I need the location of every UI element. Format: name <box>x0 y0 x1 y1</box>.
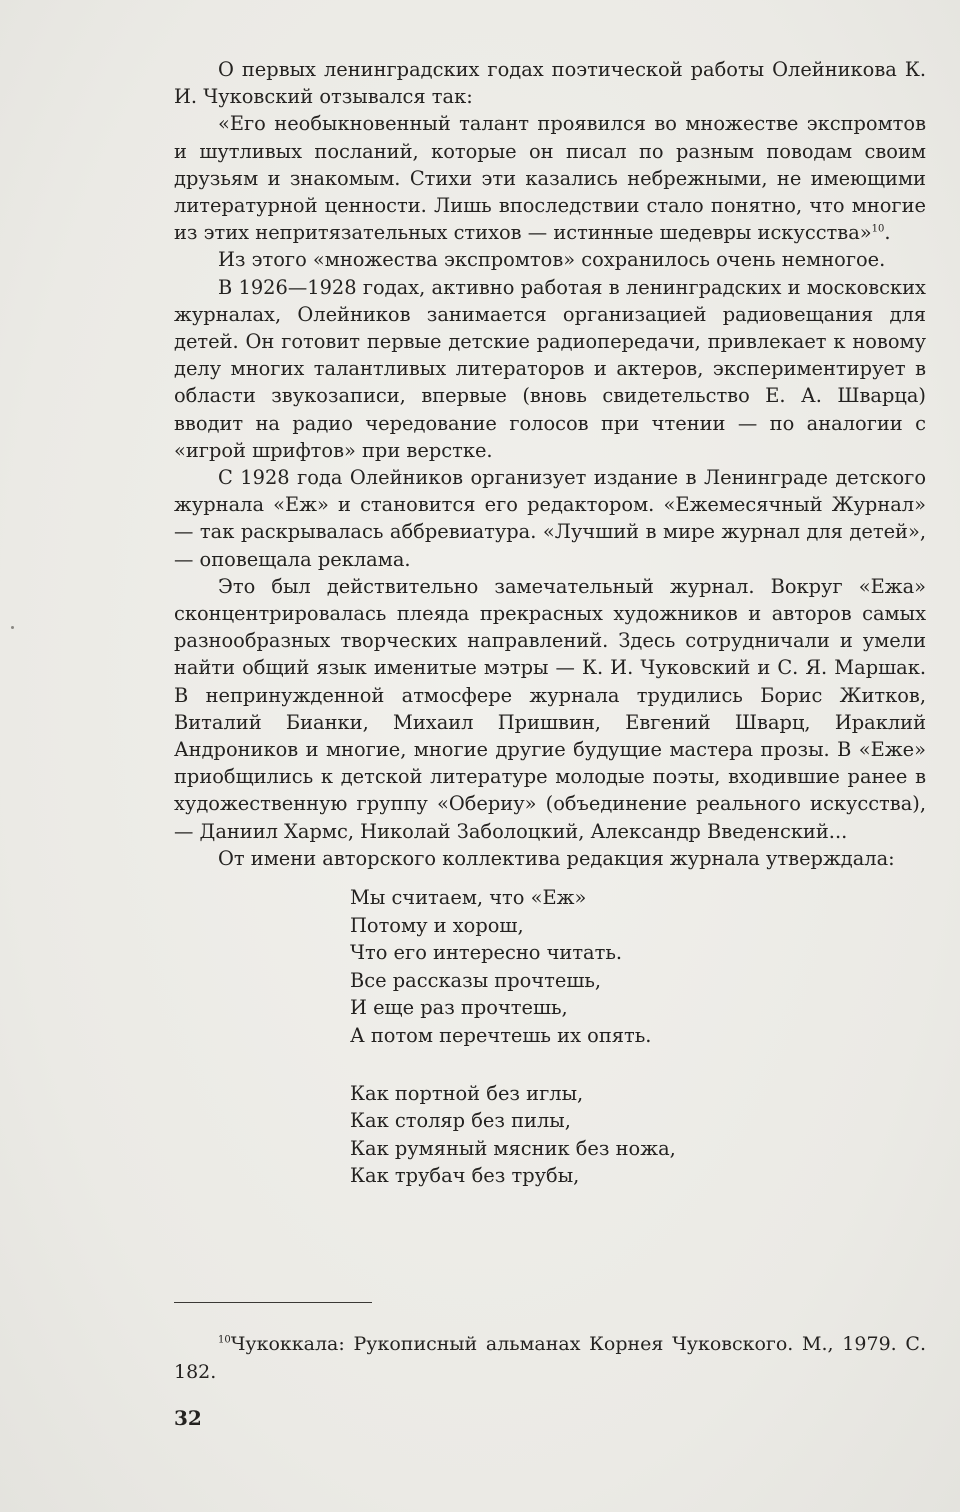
footnote <box>174 1331 926 1386</box>
footnote-divider <box>174 1302 372 1303</box>
quote-text: «Его необыкновенный талант проявился во множестве экспромтов и шутливых посланий, которые он писал по разным поводам своим друзьям и знакомым. Стихи эти казались небрежными, не имеющими литературной ценности. Лишь впоследствии стало понятно, что многие из этих непритязательных стихов — истинные шедевры искусства» <box>174 112 926 245</box>
paragraph-ezh-journal: С 1928 года Олейников организует издание в Ленинграде детского журнала «Еж» и становится его редактором. «Ежемесячный Журнал» — так раскрывалась аббревиатура. «Лучший в мире журнал для детей», — оповещала реклама. <box>174 466 926 571</box>
paragraph-impromptus: Из этого «множества экспромтов» сохранилось очень немногое. <box>218 248 886 272</box>
poem-line: И еще раз прочтешь, <box>350 996 568 1020</box>
poem-line: Как столяр без пилы, <box>350 1109 571 1133</box>
poem-stanza-1 <box>350 884 926 1050</box>
paragraph-intro: О первых ленинградских годах поэтической работы Олейникова К. И. Чуковский отзывался так: <box>174 58 926 109</box>
page-number: 32 <box>174 1406 202 1430</box>
paragraph-editorial: От имени авторского коллектива редакция журнала утверждала: <box>218 846 895 870</box>
main-text <box>174 56 926 1220</box>
poem-line: Как трубач без трубы, <box>350 1164 580 1188</box>
poem <box>350 884 926 1190</box>
poem-line: Мы считаем, что «Еж» <box>350 886 587 910</box>
poem-line: Все рассказы прочтешь, <box>350 968 602 992</box>
paragraph-chukovsky-quote: «Его необыкновенный талант проявился во множестве экспромтов и шутливых посланий, которые он писал по разным поводам своим друзьям и знакомым. Стихи эти казались небрежными, не имеющими литературной ценности. Лишь впоследствии стало понятно, что многие из этих непритязательных стихов — истинные шедевры искусства»$^{10}$. <box>174 112 926 245</box>
footnote-reference[interactable]: 10 <box>871 223 885 235</box>
paragraph-authors: Это был действительно замечательный журнал. Вокруг «Ежа» сконцентрировалась плеяда прекрасных художников и авторов самых разнообразных творческих направлений. Здесь сотрудничали и умели найти общий язык именитые мэтры — К. И. Чуковский и С. Я. Маршак. В непринужденной атмосфере журнала трудились Борис Житков, Виталий Бианки, Михаил Пришвин, Евгений Шварц, Ираклий Андроников и многие, многие другие будущие мастера прозы. В «Еже» приобщились к детской литературе молодые поэты, входившие ранее в художественную группу «Обериу» (объединение реального искусства), — Даниил Хармс, Николай Заболоцкий, Александр Введенский... <box>174 574 926 843</box>
poem-line: Как румяный мясник без ножа, <box>350 1136 676 1160</box>
poem-line: Что его интересно читать. <box>350 941 623 965</box>
poem-stanza-2 <box>350 1080 926 1190</box>
poem-line: А потом перечтешь их опять. <box>350 1024 652 1048</box>
poem-line: Потому и хорош, <box>350 913 524 937</box>
poem-line: Как портной без иглы, <box>350 1081 584 1105</box>
scan-speck <box>11 626 14 629</box>
footnote-text: Чукоккала: Рукописный альманах Корнея Чуковского. М., 1979. С. 182. <box>174 1333 926 1383</box>
paragraph-radio: В 1926—1928 годах, активно работая в ленинградских и московских журналах, Олейников занимается организацией радиовещания для детей. Он готовит первые детские радиопередачи, привлекает к новому делу многих талантливых литераторов и актеров, экспериментирует в области звукозаписи, впервые (вновь свидетельство Е. А. Шварца) вводит на радио чередование голосов при чтении — по аналогии с «игрой шрифтов» при верстке. <box>174 275 926 462</box>
footnote-number: 10 <box>218 1334 231 1346</box>
